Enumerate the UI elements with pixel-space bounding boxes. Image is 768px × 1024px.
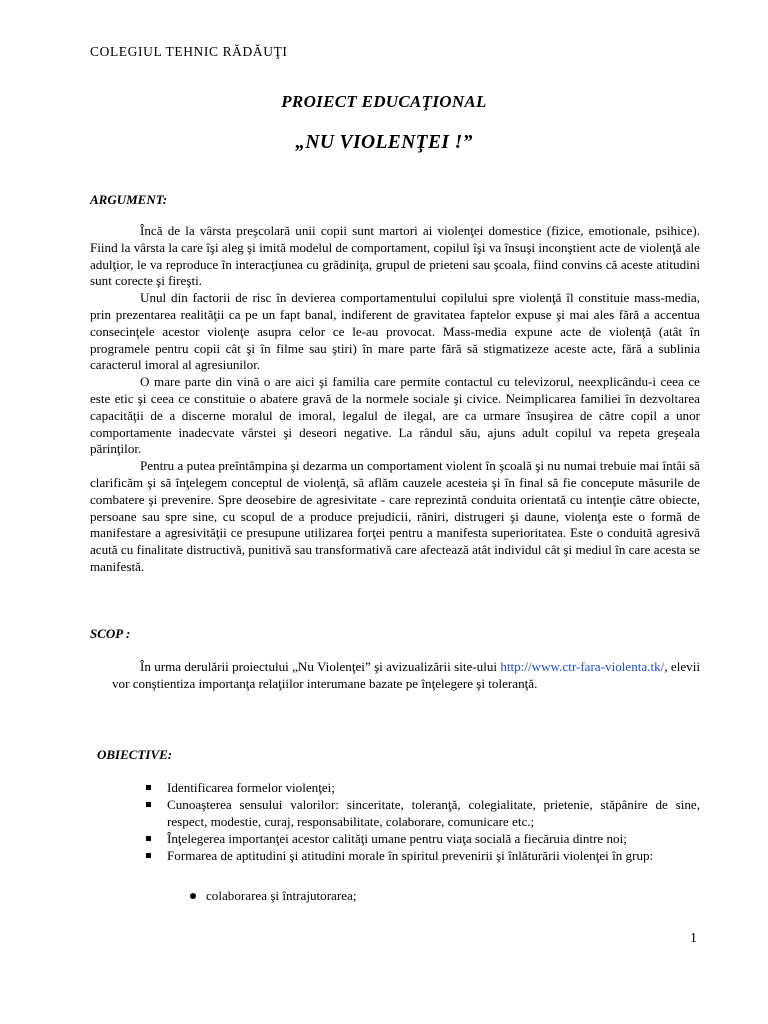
- list-item-text: Cunoaşterea sensului valorilor: sinceritate, toleranţă, colegialitate, prietenie, stăpânire de sine, respect, modestie, curaj, responsabilitate, colaborare, comunicare etc.;: [167, 797, 700, 829]
- obiective-heading: OBIECTIVE:: [97, 747, 173, 762]
- school-name: COLEGIUL TEHNIC RĂDĂUŢI: [90, 44, 288, 59]
- scop-text-after: , elevii vor conştientiza importanţa relaţiilor interumane bazate pe înţelegere şi toleranţă.: [112, 659, 700, 691]
- list-item: [146, 847, 700, 864]
- argument-body: [90, 223, 700, 576]
- square-bullet-icon: [146, 836, 151, 841]
- obiective-list: [146, 779, 700, 864]
- scop-text-before: În urma derulării proiectului „Nu Violenţei” şi avizualizării site-ului: [140, 659, 501, 674]
- argument-paragraph: Încă de la vârsta preşcolară unii copii sunt martori ai violenţei domestice (fizice, emotionale, psihice). Fiind la vârsta la care îşi aleg şi imită modelul de comportament, copilul îşi va însuşi inconştient acte de violenţă ale adulţior, le va reproduce în interacţiunea cu grădiniţa, grupul de prieteni sau şcoala, fiind convins că aceste atitudini sunt corecte şi fireşti.: [90, 223, 700, 289]
- argument-paragraph: Pentru a putea preîntâmpina şi dezarma un comportament violent în şcoală şi nu numai trebuie mai întâi să clarificăm şi să înţelegem conceptul de violenţă, să aflăm cauzele acesteia şi în final să fie concepute măsurile de combatere şi prevenire. Spre deosebire de agresivitate - care reprezintă conduita orientată cu intenţie către obiecte, persoane sau spre sine, cu scopul de a produce prejudicii, răniri, distrugeri şi daune, violenţa este o formă de manifestare a agresivităţii ce presupune utilizarea forţei pentru a manifesta superioritatea. Este o conduită agresivă acută cu finalitate distructivă, punitivă sau transformativă care afectează atât individul cât şi mediul în care acesta se manifestă.: [90, 458, 700, 574]
- list-item-text: Înţelegerea importanţei acestor calităţi umane pentru viaţa socială a fiecăruia dintre noi;: [167, 831, 627, 846]
- page-number: 1: [690, 931, 697, 946]
- list-item-text: Formarea de aptitudini şi atitudini morale în spiritul prevenirii şi înlăturării violenţei în grup:: [167, 848, 654, 863]
- argument-paragraph: O mare parte din vină o are aici şi familia care permite contactul cu televizorul, neexplicându-i ceea ce este etic şi ceea ce constituie o abatere gravă de la normele sociale şi civice. Neimplicarea familiei în dezvoltarea capacităţii de a discerne moralul de imoral, legalul de ilegal, are ca urmare însuşirea de către copil a unor comportamente inadecvate vârstei şi deseori negative. La rândul său, ajuns adult copilul va repeta greşeala părinţilor.: [90, 374, 700, 457]
- document-title: PROIECT EDUCAŢIONAL: [281, 92, 487, 111]
- scop-body: [112, 658, 700, 692]
- scop-paragraph: [112, 658, 700, 692]
- site-link[interactable]: http://www.ctr-fara-violenta.tk/: [500, 659, 665, 674]
- list-item-text: Identificarea formelor violenţei;: [167, 780, 335, 795]
- list-item: [146, 779, 700, 796]
- square-bullet-icon: [146, 802, 151, 807]
- square-bullet-icon: [146, 785, 151, 790]
- argument-heading: ARGUMENT:: [90, 192, 168, 207]
- sub-list-item: [206, 888, 357, 904]
- round-bullet-icon: [190, 893, 196, 899]
- square-bullet-icon: [146, 853, 151, 858]
- argument-paragraph: Unul din factorii de risc în devierea comportamentului copilului spre violenţă îl constituie mass-media, prin prezentarea realităţii ca pe un fapt banal, indiferent de gravitatea faptelor expuse şi mai ales fără a accentua consecinţele acestor violenţe asupra celor ce le-au provocat. Mass-media expune acte de violenţă (atât în programele pentru copii cât şi în filme sau ştiri) în mare parte fără să stigmatizeze aceste acte, fără a sublinia caracterul imoral al agresiunilor.: [90, 290, 700, 373]
- scop-heading: SCOP :: [90, 626, 131, 641]
- list-item: [146, 796, 700, 830]
- list-item: [146, 830, 700, 847]
- document-subtitle: „NU VIOLENŢEI !”: [295, 132, 473, 153]
- sub-list-item-text: colaborarea şi întrajutorarea;: [206, 888, 357, 903]
